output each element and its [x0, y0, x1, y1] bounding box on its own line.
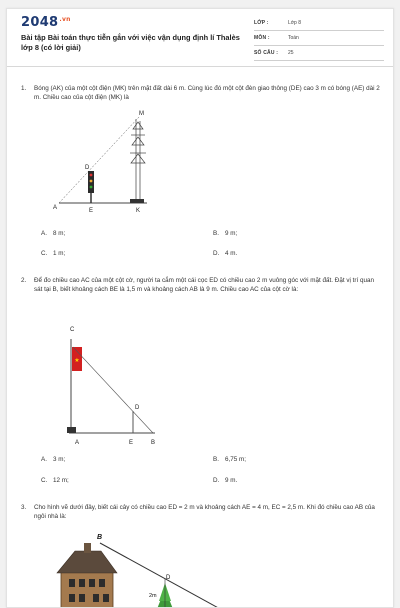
meta-row-class: [254, 17, 384, 31]
house-roof: [57, 551, 117, 573]
question-number: 3.: [21, 504, 27, 511]
question-number: 2.: [21, 277, 27, 284]
document-page: [6, 8, 394, 608]
flag-star-icon: ★: [74, 358, 80, 364]
question-text: Bóng (AK) của một cột điện (MK) trên mặt đất dài 6 m. Cùng lúc đó một cột đèn giao thông (DE) cao 3 m có bóng (AE) dài 2 m. Chiều cao của cột điện (MK) là: [34, 85, 380, 102]
option-letter: B.: [213, 456, 219, 463]
meta-row-count: [254, 47, 384, 61]
figure-q2: [57, 317, 167, 449]
meta-key: SỐ CÂU :: [254, 50, 279, 56]
option-text: 4 m.: [225, 250, 238, 257]
meta-info: [254, 17, 384, 62]
document-header: [7, 9, 394, 67]
question-number: 1.: [21, 85, 27, 92]
option-text: 12 m;: [53, 477, 69, 484]
site-logo[interactable]: [21, 15, 71, 30]
option-letter: B.: [213, 230, 219, 237]
option-letter: D.: [213, 250, 220, 257]
option-text: 3 m;: [53, 456, 66, 463]
label-d: D: [135, 405, 140, 411]
option-letter: D.: [213, 477, 220, 484]
label-e: E: [129, 440, 134, 446]
option-text: 6,75 m;: [225, 456, 246, 463]
sight-line: [100, 543, 253, 608]
label-e: E: [89, 208, 94, 214]
pole-insulators: [130, 122, 146, 163]
option-letter: A.: [41, 456, 47, 463]
question-text: Cho hình vẽ dưới đây, biết cái cây có chiều cao ED = 2 m và khoảng cách AE = 4 m, EC = 2,5 m. Khi đó chiều cao AB của ngôi nhà là:: [34, 504, 375, 521]
label-a: A: [75, 440, 80, 446]
meta-key: MÔN :: [254, 35, 270, 41]
figure-q1: [47, 107, 167, 219]
option-1d[interactable]: [213, 250, 237, 257]
meta-key: LỚP :: [254, 20, 269, 26]
pole-base: [130, 199, 144, 203]
label-b: B: [97, 534, 103, 541]
option-1b[interactable]: [213, 230, 237, 237]
option-2a[interactable]: [41, 456, 65, 463]
option-text: 1 m;: [53, 250, 66, 257]
option-letter: C.: [41, 477, 48, 484]
chimney: [84, 543, 91, 553]
meta-value: Lớp 8: [288, 20, 302, 26]
option-2c[interactable]: [41, 477, 69, 484]
label-k: K: [136, 208, 141, 214]
option-letter: C.: [41, 250, 48, 257]
option-text: 9 m.: [225, 477, 238, 484]
question-text: Để đo chiều cao AC của một cột cờ, người ta cắm một cái cọc ED có chiều cao 2 m vuông góc với mặt đất. Đặt vị trí quan sát tại B, biết khoảng cách BE là 1,5 m và khoảng cách AB là 9 m. Chiều cao AC của cột cờ là:: [34, 277, 374, 294]
meta-value: 25: [288, 50, 294, 56]
label-a: A: [53, 205, 58, 211]
shadow-ray: [59, 117, 139, 203]
label-b: B: [151, 440, 156, 446]
meta-value: Toán: [288, 35, 299, 41]
option-2d[interactable]: [213, 477, 237, 484]
document-title: Bài tập Bài toán thực tiễn gắn với việc vận dụng định lí Thalès lớp 8 (có lời giải): [21, 33, 240, 52]
option-text: 9 m;: [225, 230, 238, 237]
option-letter: A.: [41, 230, 47, 237]
option-1a[interactable]: [41, 230, 65, 237]
logo-text: 2048: [21, 15, 59, 30]
pole-base: [67, 427, 76, 433]
sight-line: [73, 347, 153, 433]
figure-q3: [53, 531, 253, 608]
option-2b[interactable]: [213, 456, 246, 463]
logo-suffix: .vn: [59, 15, 71, 23]
label-d: D: [166, 575, 171, 581]
label-m: M: [139, 111, 144, 117]
option-text: 8 m;: [53, 230, 66, 237]
light-red: [90, 174, 93, 177]
label-d: D: [85, 165, 90, 171]
light-green: [90, 186, 93, 189]
option-1c[interactable]: [41, 250, 65, 257]
label-tree-height: 2m: [149, 593, 157, 599]
meta-row-subject: [254, 32, 384, 46]
light-yellow: [90, 180, 93, 183]
label-c: C: [70, 327, 75, 333]
